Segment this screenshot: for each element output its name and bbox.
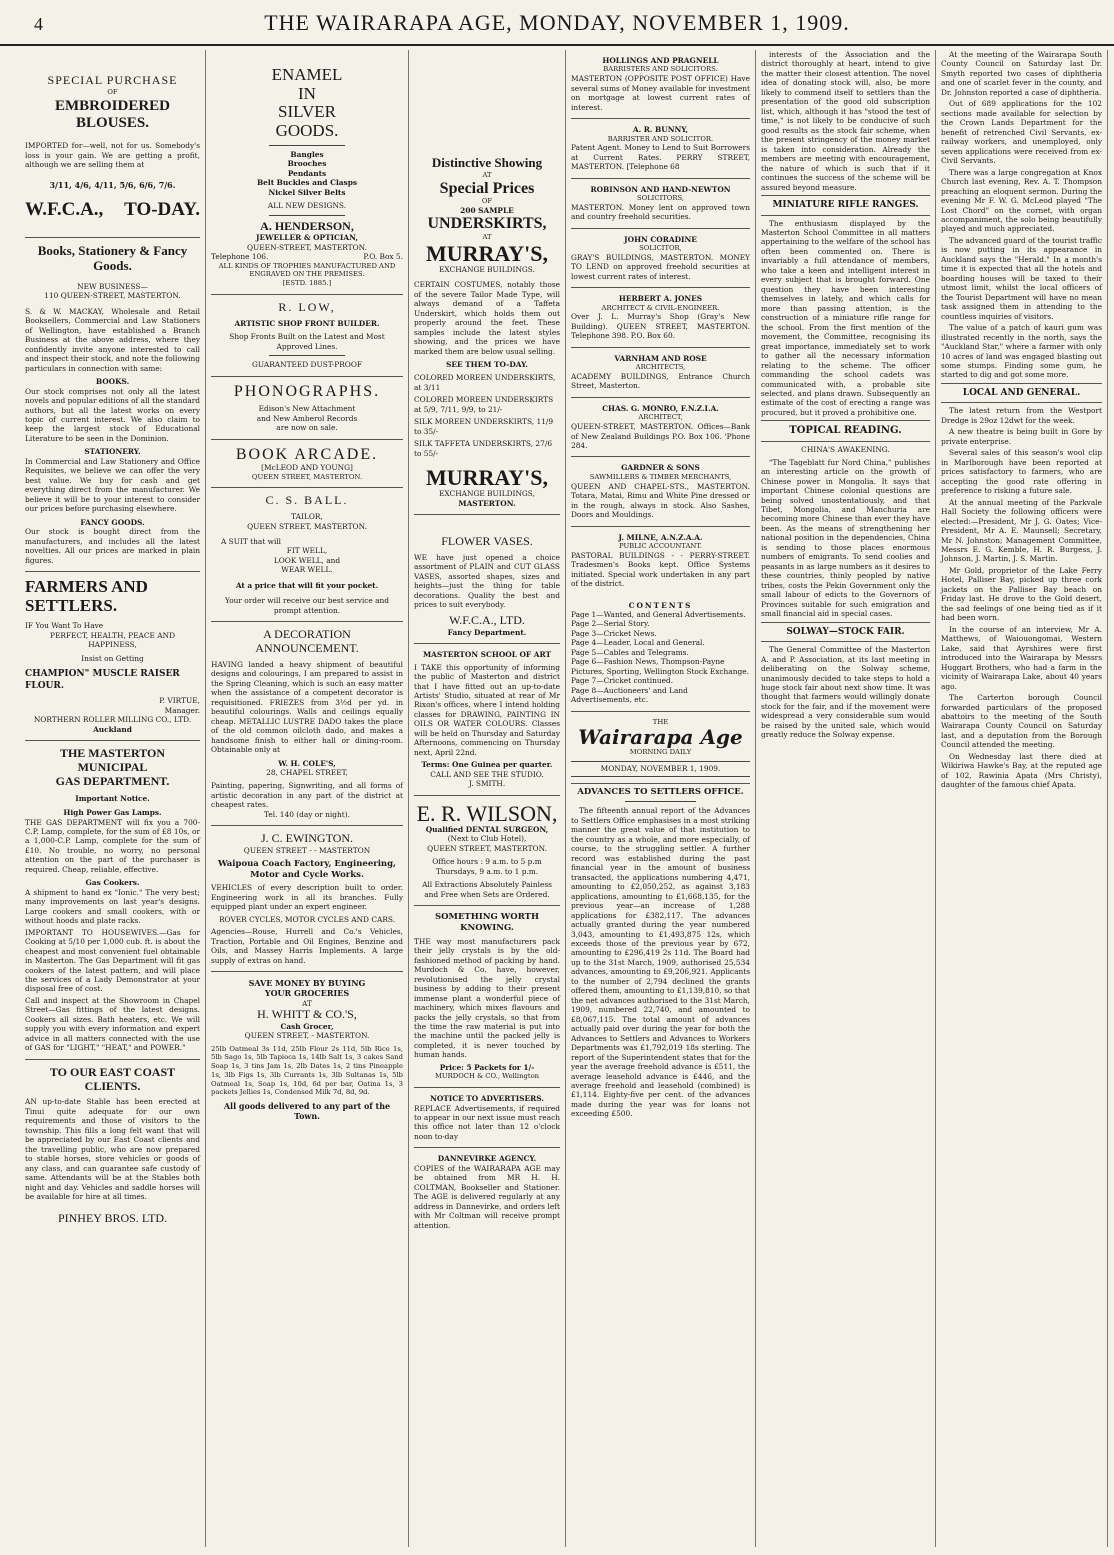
wilson-head: E. R. WILSON, [416, 800, 558, 826]
ewington-ad [211, 826, 403, 972]
showing-address2: EXCHANGE BUILDINGS, [439, 489, 535, 499]
whitt-body: 25lb Oatmeal 3s 11d, 25lb Flour 2s 11d, 5lb Rice 1s, 5lb Sago 1s, 5lb Tapioca 1s, 14lb Salt 1s, 3 cakes Sand Soap 1s, 3 tins Jam 1s, 2lb Dates 1s, 2 tins Pineapple 1s, 3lb Figs 1s, 3lb Currants 1s, 3lb Sultanas 1s, 5lb Oatmeal 1s, Soap 1s, 10d, 6d per bar, Oatina 1s, 3 packets Jellies 1s, Condensed Milk 7d, 8d, 9d. [211, 1044, 403, 1097]
card-name: GARDNER & SONS [621, 463, 700, 473]
blouses-head1: SPECIAL PURCHASE [47, 73, 178, 87]
gas-important: IMPORTANT TO HOUSEWIVES.—Gas for Cooking at 5/10 per 1,000 cub. ft. is about the cheapest and most convenient fuel obtainable in Masterton. The Gas Department will fit gas cookers of the latest pattern, and will place the services of a Lady Demonstrator at your disposal free of cost. [25, 927, 200, 994]
knowing-body: THE way most manufacturers pack their jelly crystals is by the old-fashioned method of packing by hand. Murdoch & Co. have, however, revolutionised the jelly crystal business by adding to their present immense plant a wonderful piece of machinery, which mixes flavours and packs the jelly crystals, so that from the time the raw material is put into the machine until the packed jelly is completed, it is never touched by human hands. [414, 936, 560, 1060]
books-stat-head: STATIONERY. [84, 447, 141, 457]
contents-head: CONTENTS [628, 600, 693, 610]
phono-body2: and New Amberol Records [256, 413, 358, 423]
enamel-trade: JEWELLER & OPTICIAN, [256, 233, 358, 243]
blouses-of: OF [107, 87, 118, 96]
col5-continuation: interests of the Association and the district thoroughly at heart, intend to give the matter their closest attention. The novel idea of donating stock will, also, be more likely to commend itself to settlers than the presentation of the good old subscription list, which, although it has "stood the test of time," is not likely to be conducive of such good results as the stock fair scheme, when the present stringency of the money market is taken into consideration. Already the members are meeting with encouragement, the nature of which is such that if it continues the success of the scheme will be assured beyond measure. [761, 50, 930, 192]
local-para: In the course of an interview, Mr A. Matthews, of Waiouongomai, Western Lake, said that Ayrshires were first introduced into the Wairarapa by Messrs Huggart Brothers, who had a farm in the vicinity of Wairarapa Lake, about 40 years ago. [941, 624, 1102, 691]
enamel-head4: GOODS. [275, 121, 339, 141]
professional-card [571, 119, 750, 179]
contents-item: Page 2—Serial Story. [571, 619, 650, 629]
wilson-hours2: Thursdays, 9 a.m. to 1 p.m. [435, 866, 539, 876]
farmers-ad [25, 572, 200, 741]
gas-head1: THE MASTERTON [59, 746, 166, 761]
professional-cards [571, 50, 750, 595]
showing-body: CERTAIN COSTUMES, notably those of the severe Tailor Made Type, will always demand of a Taffeta Underskirt, which holds them out properly around the feet. These samples include the latest styles showing, and the prices we have marked them are below usual selling. [414, 280, 560, 356]
enamel-extra: ALL KINDS OF TROPHIES MANUFACTURED AND ENGRAVED ON THE PREMISES. [218, 261, 396, 279]
contents-box [571, 595, 750, 712]
whitt-sub: YOUR GROCERIES [264, 988, 350, 999]
ball-address: QUEEN STREET, MASTERTON. [247, 521, 367, 531]
eastcoast-ad [25, 1060, 200, 1232]
local-para: Several sales of this season's wool clip in Marlborough have been reported at prices satisfactory to farmers, who are accepting the good rate offering in preference to risking a future sale. [941, 448, 1102, 496]
enamel-address: QUEEN-STREET, MASTERTON. [247, 242, 367, 252]
card-trade: ARCHITECT, [638, 413, 683, 422]
card-trade: ARCHITECT & CIVIL-ENGINEER. [601, 303, 720, 312]
gas-cookers-body: A shipment to hand ex "Ionic." The very best; many improvements on last year's designs. Large cookers and small cookers, with or without hoods and plate racks. [25, 887, 200, 926]
local-para: Mr Gold, proprietor of the Lake Ferry Hotel, Palliser Bay, picked up three cork jackets on the Palliser Bay beach on Friday last. He drove to the Gold desert, the sad feelings of one being tied as if it had been worn. [941, 565, 1102, 623]
whitt-ad [211, 972, 403, 1127]
leader-body: The fifteenth annual report of the Advances to Settlers Office emphasises in a most striking manner the great value of that institution to the country as a whole, and more especially, of course, to the struggling settler. A further record was established during the past financial year in the amount of business transacted, the applications numbering 4,471, amounting to £2,050,252, as against 3,183 applications, amounting to £1,668,135, for the previous year—an increase of 1,288 applications for £382,117. The advances actually granted during the year numbered 3,043, amounting to £1,493,875 12s, which exceeds those of the previous year by 672, amounting to £296,419 2s 11d. The Board had up to the 31st March, 1909, authorised 25,534 advances, amounting to £9,206,921. Applicants to the number of 2,794 declined the grants offered them, amounting to £1,139,810, so that the net advances authorised to the 31st March, 1909, numbered 22,740, and amounted to £8,067,115. The total amount of advances actually paid over during the year for both the Advances to Settlers and Advances to Workers Departments was £1,792,019 18s sterling. The report of the Superintendent states that for the year the average freehold advance is £511, the average leasehold advance is £446, and the average freehold and leasehold (combined) is £1,114. Eighty-five per cent. of the advances made during the year was for loans not exceeding £500. [571, 806, 750, 1119]
card-name: HOLLINGS AND PRAGNELL [602, 56, 719, 65]
card-body: Patent Agent. Money to Lend to Suit Borrowers at Current Rates. PERRY STREET, MASTERTON. [Telephone 68 [571, 143, 750, 172]
paper-name: Wairarapa Age [578, 725, 743, 750]
paper-banner [571, 712, 750, 784]
eastcoast-sig: PINHEY BROS. LTD. [57, 1210, 168, 1225]
col6-intro: At the meeting of the Wairarapa South County Council on Saturday last Dr. Smyth reported two cases of diphtheria and one of scarlet fever in the county, and Dr. Johnston reported a case of diphtheria. [941, 50, 1102, 97]
farmers-head: FARMERS AND SETTLERS. [25, 577, 148, 615]
showing-head3: UNDERSKIRTS, [427, 215, 547, 233]
gas-call: Call and inspect at the Showroom in Chapel Street—Gas fittings of the latest designs. Cookers all sizes. Bath heaters, etc. We will supply you with every information and expert advice in all matters connected with the use of GAS for "LIGHT," "HEAT," and POWER." [25, 995, 200, 1053]
ewington-rover: ROVER CYCLES, MOTOR CYCLES AND CARS. [218, 914, 396, 924]
ball-head: C. S. BALL. [265, 493, 349, 508]
card-trade: BARRISTERS AND SOLICITORS. [603, 65, 718, 74]
ewington-works: Waipoua Coach Factory, Engineering, Motor and Cycle Works. [217, 858, 397, 880]
wilson-near: (Next to Club Hotel), [447, 834, 527, 844]
professional-card [571, 398, 750, 458]
card-trade: SAWMILLERS & TIMBER MERCHANTS, [589, 472, 732, 481]
rifle-head: MINIATURE RIFLE RANGES. [761, 195, 930, 216]
whitt-trade: Cash Grocer, [280, 1021, 334, 1031]
enamel-new: ALL NEW DESIGNS. [267, 201, 347, 211]
farmers-body1: IF You Want To Have [25, 621, 104, 631]
solway-body: The General Committee of the Masterton A. and P. Association, at its last meeting in deliberating on the Solway scheme, unanimously decided to take steps to hold a huge stock fair about next show time. It was thought that farmers would willingly donate stock for the fair, and if the movement were widespread a very considerable sum would be raised by the united sale, which would greatly reduce the Solway expense. [761, 645, 930, 740]
books-books-body: Our stock comprises not only all the latest novels and popular editions of all the standard authors, but all the latest works on every topic of current interest. We also claim to keep the largest stock of Educational Literature to be seen in the Dominion. [25, 386, 200, 443]
art-sig: J. SMITH. [468, 779, 506, 789]
ball-body3: LOOK WELL, and [273, 555, 341, 565]
ball-body4: WEAR WELL. [281, 565, 333, 575]
dannevirke-notice [414, 1148, 560, 1236]
whitt-name: H. WHITT & CO.'S, [257, 1007, 357, 1022]
professional-card [571, 527, 750, 595]
showing-line: COLORED MOREEN UNDERSKIRTS, at 3/11 [414, 373, 556, 392]
ball-body1: A SUIT that will [221, 536, 282, 546]
col6-para: On Wednesday last there died at Wikiriwa Hawke's Bay, at the reputed age of 102, Rawinia Apata (Mrs Christy), daughter of the famous chief Apata. [941, 751, 1102, 790]
card-body: QUEEN-STREET, MASTERTON. Offices—Bank of New Zealand Buildings P.O. Box 106. 'Phone 284. [571, 422, 750, 450]
solway-head: SOLWAY—STOCK FAIR. [761, 622, 930, 643]
column-5 [756, 50, 936, 1547]
showing-name: MURRAY'S, [425, 240, 549, 266]
art-terms: Terms: One Guinea per quarter. [421, 760, 553, 770]
art-head: MASTERTON SCHOOL OF ART [422, 650, 551, 660]
eastcoast-head: TO OUR EAST COAST CLIENTS. [49, 1064, 176, 1093]
local-para: At the annual meeting of the Parkvale Hall Society the following officers were elected:—President, Mr J. G. Oates; Vice-President, Mr A. E. Maunsell; Secretary, Mr N. Johnston; Management Committee, Messrs E. G. Kemble, H. R. Burgess, J. Johnson, J. Martin, J. S. Martin. [941, 497, 1102, 564]
vases-head: FLOWER VASES. [441, 534, 533, 549]
ewington-agencies: Agencies—Rouse, Hurrell and Co.'s Vehicles, Traction, Portable and Oil Engines, Benzine and Oils, and Massey Harris Implements. A large supply of extras on hand. [211, 927, 403, 965]
blouses-today: TO-DAY. [124, 199, 200, 221]
contents-item: Page 5—Cables and Telegrams. [571, 647, 689, 657]
card-name: J. MILNE, A.N.Z.A.A. [618, 532, 703, 542]
newspaper-title: THE WAIRARAPA AGE, MONDAY, NOVEMBER 1, 1909. [264, 10, 850, 35]
paper-the: THE [652, 717, 669, 726]
enamel-box: P.O. Box 5. [363, 252, 403, 262]
column-3 [409, 50, 566, 1547]
knowing-price: Price: 5 Packets for 1/- [439, 1062, 535, 1072]
books-books-head: BOOKS. [95, 377, 130, 387]
card-body: MASTERTON (OPPOSITE POST OFFICE) Have several sums of Money available for investment on mortgage at lowest current rates of interest. [571, 74, 750, 112]
col6-para: There was a large congregation at Knox Church last evening, Rev. A. T. Thompson preaching an eloquent sermon. During the evening Mr F. W. G. McLeod played "The Lost Chord" on the cornet, with organ accompaniment, the solo being beautifully played and much appreciated. [941, 167, 1102, 234]
arcade-head: BOOK ARCADE. [235, 445, 379, 463]
books-address: 110 QUEEN-STREET, MASTERTON. [44, 291, 181, 301]
gas-head2: MUNICIPAL [77, 759, 148, 774]
showing-line: COLORED MOREEN UNDERSKIRTS at 5/9, 7/11, 9/9, to 21/- [414, 395, 554, 414]
col6-para: Out of 689 applications for the 102 sections made available for selection by the Crown Lands Department for the benefit of retrenched Civil Servants, ex-railway workers, and unemployed, only seven applications were received from ex-Civil Servants. [941, 99, 1102, 166]
paper-date: MONDAY, NOVEMBER 1, 1909. [571, 761, 750, 776]
vases-ad [414, 515, 560, 644]
low-line1: ARTISTIC SHOP FRONT BUILDER. [234, 318, 380, 328]
column-2 [206, 50, 409, 1547]
card-name: HERBERT A. JONES [618, 294, 703, 304]
wilson-note: All Extractions Absolutely Painless and Free when Sets are Ordered. [422, 880, 552, 899]
ball-price: At a price that will fit your pocket. [235, 580, 379, 590]
underskirts-ad [414, 50, 560, 515]
farmers-company: NORTHERN ROLLER MILLING CO., LTD. [33, 715, 192, 725]
contents-item: Page 8—Auctioneers' and Land Advertisements, etc. [571, 685, 688, 705]
local-para: A new theatre is being built in Gore by private enterprise. [941, 427, 1102, 446]
decoration-tel: Tel. 140 (day or night). [264, 809, 350, 819]
card-trade: PUBLIC ACCOUNTANT. [618, 541, 702, 550]
whitt-address: QUEEN STREET, - MASTERTON. [244, 1031, 370, 1041]
farmers-sig1: P. VIRTUE, [159, 696, 200, 706]
card-body: Over J. L. Murray's Shop (Gray's New Building). QUEEN STREET, MASTERTON. Telephone 398. P.O. Box 60. [571, 312, 750, 341]
card-name: A. R. BUNNY, [632, 125, 689, 135]
gas-lamps-body: THE GAS DEPARTMENT will fix you a 700-C.P. Lamp, complete, for the sum of £8 10s, or a 1,000-C.P. Lamp, complete for the sum of £10. No trouble, no worry, no personal attention on the part of the purchaser is required. Cheap, reliable, effective. [25, 817, 200, 874]
card-trade: SOLICITORS, [636, 194, 685, 203]
leader-article [571, 784, 750, 1124]
art-ad [414, 644, 560, 796]
whitt-at: AT [302, 998, 312, 1008]
gas-head3: GAS DEPARTMENT. [55, 773, 170, 788]
card-body: ACADEMY BUILDINGS, Entrance Church Street, Masterton. [571, 371, 750, 391]
low-head: R. LOW, [278, 299, 336, 314]
decoration-head: A DECORATION ANNOUNCEMENT. [255, 627, 359, 656]
professional-card [571, 457, 750, 526]
topical-sub: CHINA'S AWAKENING. [801, 445, 890, 455]
col6-para: The advanced guard of the tourist traffic is now putting in its appearance in Auckland says the "Herald." In a month's time it is expected that all the hotels and boarding houses will be taxed to their utmost limit, whilst the local officers of the Tourist Department will have no mean task assigned them in attending to the countless inquiries of visitors. [941, 235, 1102, 321]
books-head: Books, Stationery & Fancy Goods. [37, 243, 188, 273]
decoration-trades: Painting, papering, Signwriting, and all forms of artistic decoration in any part of the district at cheapest rates. [211, 781, 403, 810]
knowing-head: SOMETHING WORTH KNOWING. [435, 912, 539, 933]
wilson-ad [414, 796, 560, 906]
ewington-address: QUEEN STREET - - MASTERTON [243, 846, 371, 856]
books-fancy-body: Our stock is bought direct from the manufacturers, and includes all the latest novelties. All our prices are marked in plain figures. [25, 527, 200, 565]
wilson-hours1: Office hours : 9 a.m. to 5 p.m [432, 857, 542, 867]
farmers-body2: PERFECT, HEALTH, PEACE AND HAPPINESS, [49, 630, 176, 650]
professional-card [571, 229, 750, 289]
enamel-ad [211, 50, 403, 295]
card-trade: SOLICITOR, [639, 244, 682, 253]
card-name: VARNHAM AND ROSE [614, 353, 707, 363]
ewington-body: VEHICLES of every description built to order. Engineering work in all its branches. Fully equipped plant under an expert engineer. [211, 883, 403, 912]
column-1 [20, 50, 206, 1547]
masthead [0, 0, 1114, 46]
decoration-address: 28, CHAPEL STREET, [266, 768, 348, 778]
enamel-head3: SILVER [278, 102, 336, 122]
phono-body1: Edison's New Attachment [258, 404, 356, 414]
enamel-item: Belt Buckles and Clasps [256, 178, 358, 188]
eastcoast-body: AN up-to-date Stable has been erected at Tinui quite adequate for our own requirements and those of visitors to the township. This fills a long felt want that will be appreciated by our East Coast clients and the travelling public, who are now prepared to stable horses, store vehicles or goods of any class, and can guarantee safe custody of same. Attendants will be at the Stables both night and day. Vehicles and saddle horses will be available for hire at all times. [25, 1097, 200, 1202]
gas-lamps: High Power Gas Lamps. [63, 808, 162, 818]
ewington-head: J. C. EWINGTON. [260, 831, 354, 846]
books-body: S. & W. MACKAY, Wholesale and Retail Booksellers, Commercial and Law Stationers of Wellington, have established a Branch Business at the above address, where they confidently invite anyone interested to call and inspect their stock, and note the following particulars in connection with same: [25, 306, 200, 373]
col6-para: The value of a patch of kauri gum was illustrated recently in the north, says the "Auckland Star," where a farmer with only 10 acres of land was engaged blasting out some stumps. Finding some gum, he started to dig and got some more. [941, 323, 1102, 380]
advertisers-head: NOTICE TO ADVERTISERS. [430, 1094, 544, 1104]
farmers-sig2: Manager. [164, 705, 200, 715]
leader-head: ADVANCES TO SETTLERS OFFICE. [577, 786, 744, 797]
advertisers-notice [414, 1088, 560, 1148]
showing-address: EXCHANGE BUILDINGS. [439, 264, 535, 274]
ball-ad [211, 488, 403, 622]
phono-ad [211, 377, 403, 440]
showing-at: AT [482, 170, 492, 179]
blouses-head2: EMBROIDERED BLOUSES. [54, 98, 170, 131]
showing-line: SILK TAFFETA UNDERSKIRTS, 27/6 to 55/- [414, 439, 553, 458]
books-sub: NEW BUSINESS— [77, 281, 148, 291]
enamel-head1: ENAMEL [271, 65, 343, 84]
art-body: I TAKE this opportunity of informing the public of Masterton and district that I have fitted out an up-to-date Artists' Studio, situated at rear of Mr Rixon's offices, where I intend holding classes for DRAWING, PAINTING IN OILS OR WATER COLOURS. Classes will be held on Thursday and Saturday Afternoons, commencing on Thursday next, April 22nd. [414, 662, 560, 757]
gas-notice: Important Notice. [75, 793, 150, 803]
paper-daily: MORNING DAILY [629, 748, 692, 757]
farmers-city: Auckland [93, 724, 132, 734]
books-ad [25, 238, 200, 572]
local-paras [941, 406, 1102, 691]
card-name: CHAS. G. MONRO, F.N.Z.I.A. [602, 403, 719, 413]
enamel-item: Pendants [287, 168, 327, 178]
topical-head: TOPICAL READING. [761, 420, 930, 442]
column-4 [566, 50, 756, 1547]
arcade-sub: [McLEOD AND YOUNG] [261, 463, 353, 473]
decoration-body: HAVING landed a heavy shipment of beautiful designs and colourings, I am prepared to assist in the Spring Cleaning, which is such an easy matter when the assistance of a competent decorator is requisitioned. FRIEZES from 3½d per yd. in beautiful colourings. Walls and ceilings equally cheap. METALLIC LUSTRE DADO takes the place of the old common oilcloth dado, and makes a handsome finish to either hall or dining-room. Obtainable only at [211, 659, 403, 755]
contents-item: Page 6—Fashion News, Thompson-Payne Pictures, Sporting, Wellington Stock Exchange. [571, 657, 749, 676]
card-name: JOHN CORADINE [624, 234, 697, 244]
art-call: CALL AND SEE THE STUDIO. [430, 769, 544, 779]
card-trade: BARRISTER AND SOLICITOR. [607, 134, 714, 143]
blouses-store: W.F.C.A., [25, 199, 104, 221]
showing-city: MASTERTON. [458, 498, 516, 508]
card-trade: ARCHITECTS, [635, 363, 686, 372]
knowing-ad [414, 906, 560, 1088]
vases-body: WE have just opened a choice assortment of PLAIN and CUT GLASS VASES, assorted shapes, sizes and heights—just the thing for table decorations. Quality the best and prices to suit everybody. [414, 553, 560, 610]
topical-body: "The Tageblatt fur Nord China," publishes an interesting article on the growth of Chinese power in Mongolia. It says that important Chinese colonial questions are being solved unostentatiously, and that Tibet, Mongolia, and Manchuria are becoming more Chinese than ever they have been. As the means of strengthening her national position in the dependencies, China is sending to those places enormous numbers of emigrants. To send coolies and peasants in as large numbers as it desires to these countries, thinly peopled by native tribes, costs the Pekin Government only the small labour of edicts to the Governors of Provinces suitable for such emigration and small financial aid in special cases. [761, 457, 930, 619]
low-body: Shop Fronts Built on the Latest and Most Approved Lines. [229, 332, 385, 351]
showing-see: SEE THEM TO-DAY. [446, 359, 528, 369]
card-name: ROBINSON AND HAND-NEWTON [590, 184, 731, 194]
enamel-name: A. HENDERSON, [260, 218, 354, 233]
low-ad [211, 295, 403, 377]
showing-of: OF [481, 197, 493, 206]
vases-name: W.F.C.A., LTD. [449, 612, 525, 627]
knowing-sig: MURDOCH & CO., Wellington [434, 1072, 540, 1081]
showing-line: SILK MOREEN UNDERSKIRTS, 11/9 to 35/- [414, 417, 554, 436]
contents-item: Page 3—Cricket News. [571, 628, 657, 638]
wilson-address: QUEEN STREET, MASTERTON. [427, 843, 547, 853]
enamel-item: Bangles [290, 149, 324, 159]
contents-list [571, 610, 750, 705]
showing-head2: Special Prices [439, 179, 535, 197]
local-head: LOCAL AND GENERAL. [941, 383, 1102, 404]
enamel-tel: Telephone 106. [211, 252, 269, 262]
dannevirke-body: COPIES of the WAIRARAPA AGE may be obtained from MR H. H. COLTMAN, Bookseller and Stationer. The AGE is delivered regularly at any address in Dannevirke, and orders left with Mr Coltman will receive prompt attention. [414, 1163, 560, 1230]
arcade-address: QUEEN STREET, MASTERTON. [251, 472, 363, 481]
showing-name2: MURRAY'S, [425, 465, 549, 491]
gas-cookers: Gas Cookers. [85, 878, 140, 888]
enamel-item: Brooches [287, 159, 327, 169]
blouses-ad [25, 50, 200, 238]
contents-item: Page 7—Cricket continued. [571, 676, 674, 686]
ball-trade: TAILOR, [291, 512, 323, 522]
wilson-trade: Qualified DENTAL SURGEON, [425, 824, 549, 834]
card-body: GRAY'S BUILDINGS, MASTERTON. MONEY TO LEND on approved freehold securities at lowest current rates of interest. [571, 252, 750, 281]
professional-card [571, 348, 750, 398]
column-6 [936, 50, 1108, 1547]
professional-card [571, 50, 750, 119]
decoration-ad [211, 622, 403, 826]
professional-card [571, 179, 750, 229]
enamel-estab: [ESTD. 1885.] [282, 279, 332, 288]
card-body: MASTERTON. Money lent on approved town and country freehold securities. [571, 202, 750, 222]
decoration-name: W. H. COLE'S, [278, 758, 336, 768]
dannevirke-head: DANNEVIRKE AGENCY. [437, 1154, 537, 1164]
showing-at2: AT [482, 232, 492, 241]
ball-body2: FIT WELL, [286, 546, 328, 556]
enamel-item: Nickel Silver Belts [268, 187, 346, 197]
books-stat-body: In Commercial and Law Stationery and Office Requisites, we believe we can offer the very best value. We buy for cash and get everything direct from the manufacturer. We believe it will be to your interest to consider our prices before purchasing elsewhere. [25, 456, 200, 514]
low-guarantee: GUARANTEED DUST-PROOF [251, 360, 363, 370]
col6-para: The Carterton borough Council forwarded particulars of the proposed abattoirs to the meeting of the South Wairarapa County Council on Saturday last, and a deputation from the Borough Council attended the meeting. [941, 693, 1102, 750]
rifle-body: The enthusiasm displayed by the Masterton School Committee in all matters appertaining to the welfare of the school has often been commented on. There is invariably a full attendance of members, who take a keen and intelligent interest in every subject that is brought forward. One question they have been interesting themselves in lately, and which calls for more than passing attention, is the construction of a miniature rifle range for the school. From the first mention of the movement, the Committee, recognising its great importance, immediately set to work to gather all the necessary information relating to the scheme. The officer commanding the school cadets was communicated with, a probable site selected, and plans drawn. Subsequently an estimate of the cost of erecting a range was procured, but it proved a prohibitive one. [761, 218, 930, 417]
arcade-ad [211, 440, 403, 489]
enamel-head2: IN [298, 83, 316, 103]
contents-item: Page 1—Wanted, and General Advertisements. [571, 610, 746, 619]
local-para: The latest return from the Westport Dredge is 29oz 12dwt for the week. [941, 406, 1102, 425]
phono-head: PHONOGRAPHS. [233, 382, 381, 400]
books-fancy-head: FANCY GOODS. [80, 517, 145, 527]
phono-body3: are now on sale. [276, 423, 338, 433]
ball-order: Your order will receive our best service and prompt attention. [224, 596, 390, 615]
showing-head1: Distinctive Showing [431, 155, 543, 170]
contents-item: Page 4—Leader, Local and General. [571, 638, 705, 648]
whitt-head: SAVE MONEY BY BUYING [248, 978, 366, 989]
showing-sample: 200 SAMPLE [460, 205, 514, 215]
blouses-prices: 3/11, 4/6, 4/11, 5/6, 6/6, 7/6. [49, 179, 176, 190]
vases-dept: Fancy Department. [447, 627, 527, 637]
advertisers-body: REPLACE Advertisements, if required to appear in our next issue must reach this office not later than 12 o'clock noon to-day [414, 1103, 560, 1141]
page-number: 4 [34, 14, 43, 34]
blouses-body: IMPORTED for—well, not for us. Somebody's loss is your gain. We are getting a profit, although we are selling them at [25, 141, 200, 170]
professional-card [571, 288, 750, 348]
whitt-footer: All goods delivered to any part of the Town. [223, 1100, 391, 1122]
gas-ad [25, 741, 200, 1060]
farmers-body3: Insist on Getting [81, 653, 144, 663]
card-body: QUEEN AND CHAPEL-STS., MASTERTON. Totara, Matai, Rimu and White Pine dressed or in the rough, always in stock. Also Sashes, Doors and Mouldings. [571, 481, 750, 520]
farmers-brand: CHAMPION" MUSCLE RAISER FLOUR. [25, 669, 180, 691]
card-body: PASTORAL BUILDINGS - - PERRY-STREET. Tradesmen's Books kept. Office Systems initiated. Special work undertaken in any part of the district. [571, 550, 750, 589]
